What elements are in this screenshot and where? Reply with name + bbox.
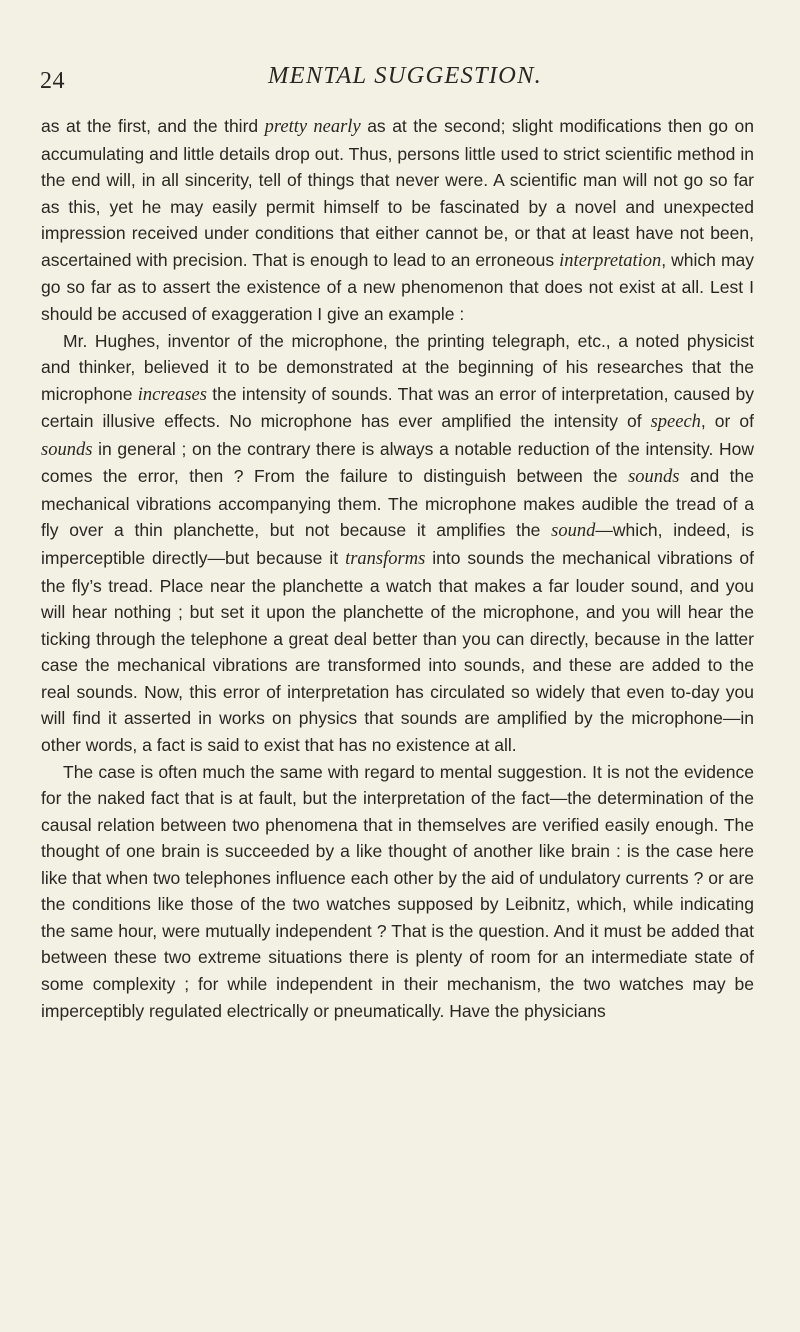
text-run: the intensity of sounds. That was an error of interpretation, caused by certain illusive effects. No microphone has ever amplified the intensity of [41,383,754,432]
text-run: , or of [700,411,754,432]
page-body [41,113,754,1024]
text-run: and the mechanical vibrations accompanying them. The microphone makes audible the tread of a fly over a thin planchette, but not because it amplifies the [41,466,755,541]
text-run: in general ; on the contrary there is always a notable reduction of the intensity. How comes the error, then ? From the failure to distinguish between the [41,438,754,487]
paragraph-3: The case is often much the same with regard to mental suggestion. It is not the evidence for the naked fact that is at fault, but the interpretation of the fact—the determination of the causal relation between two phenomena that in themselves are verified easily enough. The thought of one brain is succeeded by a like thought of another like brain : is the case here like that when two telephones influence each other by the aid of undulatory currents ? or are the conditions like those of the two watches supposed by Leibnitz, which, while indicating the same hour, were mutually independent ? That is the question. And it must be added that between these two extreme situations there is plenty of room for an intermediate state of some complexity ; for while independent in their mechanism, the two watches may be imperceptibly regulated electrically or pneumatically. Have the physicians [41,761,754,1021]
text-run: into sounds the mechanical vibrations of the fly’s tread. Place near the planchette a watch that makes a far louder sound, and you will hear nothing ; but set it upon the planchette of the microphone, and you will hear the ticking through the telephone a great deal better than you can directly, because in the latter case the mechanical vibrations are transformed into sounds, and these are added to the real sounds. Now, this error of interpretation has circulated so widely that even to-day you will find it asserted in works on physics that sounds are amplified by the microphone—in other words, a fact is said to exist that has no existence at all. [41,548,754,755]
text-run: as at the second; slight modifications then go on accumulating and little details drop out. Thus, persons little used to strict scientific method in the end will, in all sincerity, tell of things that never were. A scientific man will not go so far as this, yet he may easily permit himself to be fascinated by a novel and unexpected impression received under conditions that either cannot be, or that at least have not been, ascertained with precision. That is enough to lead to an erroneous [41,116,754,270]
italic-phrase: speech [650,412,701,433]
italic-phrase: pretty nearly [264,117,361,137]
running-head: MENTAL SUGGESTION. [268,62,542,89]
text-run: as at the first, and the third [41,116,265,136]
text-run: —which, indeed, is imperceptible directly—but because it [41,520,754,568]
page-number: 24 [40,68,65,94]
italic-phrase: transforms [345,549,426,569]
text-run: Mr. Hughes, inventor of the microphone, the printing telegraph, etc., a noted physicist and thinker, believed it to be demonstrated at the beginning of his researches that the microphone [41,330,754,404]
text-run: , which may go so far as to assert the existence of a new phenomenon that does not exist at all. Lest I should be accused of exaggeration I give an example : [41,249,755,324]
italic-phrase: sound [551,521,596,542]
paragraph-2 [41,328,754,759]
italic-phrase: sounds [41,439,93,460]
page-header [40,62,760,96]
italic-phrase: increases [137,384,207,405]
italic-phrase: interpretation [559,250,662,271]
paragraph-1 [41,113,754,328]
italic-phrase: sounds [628,467,680,488]
